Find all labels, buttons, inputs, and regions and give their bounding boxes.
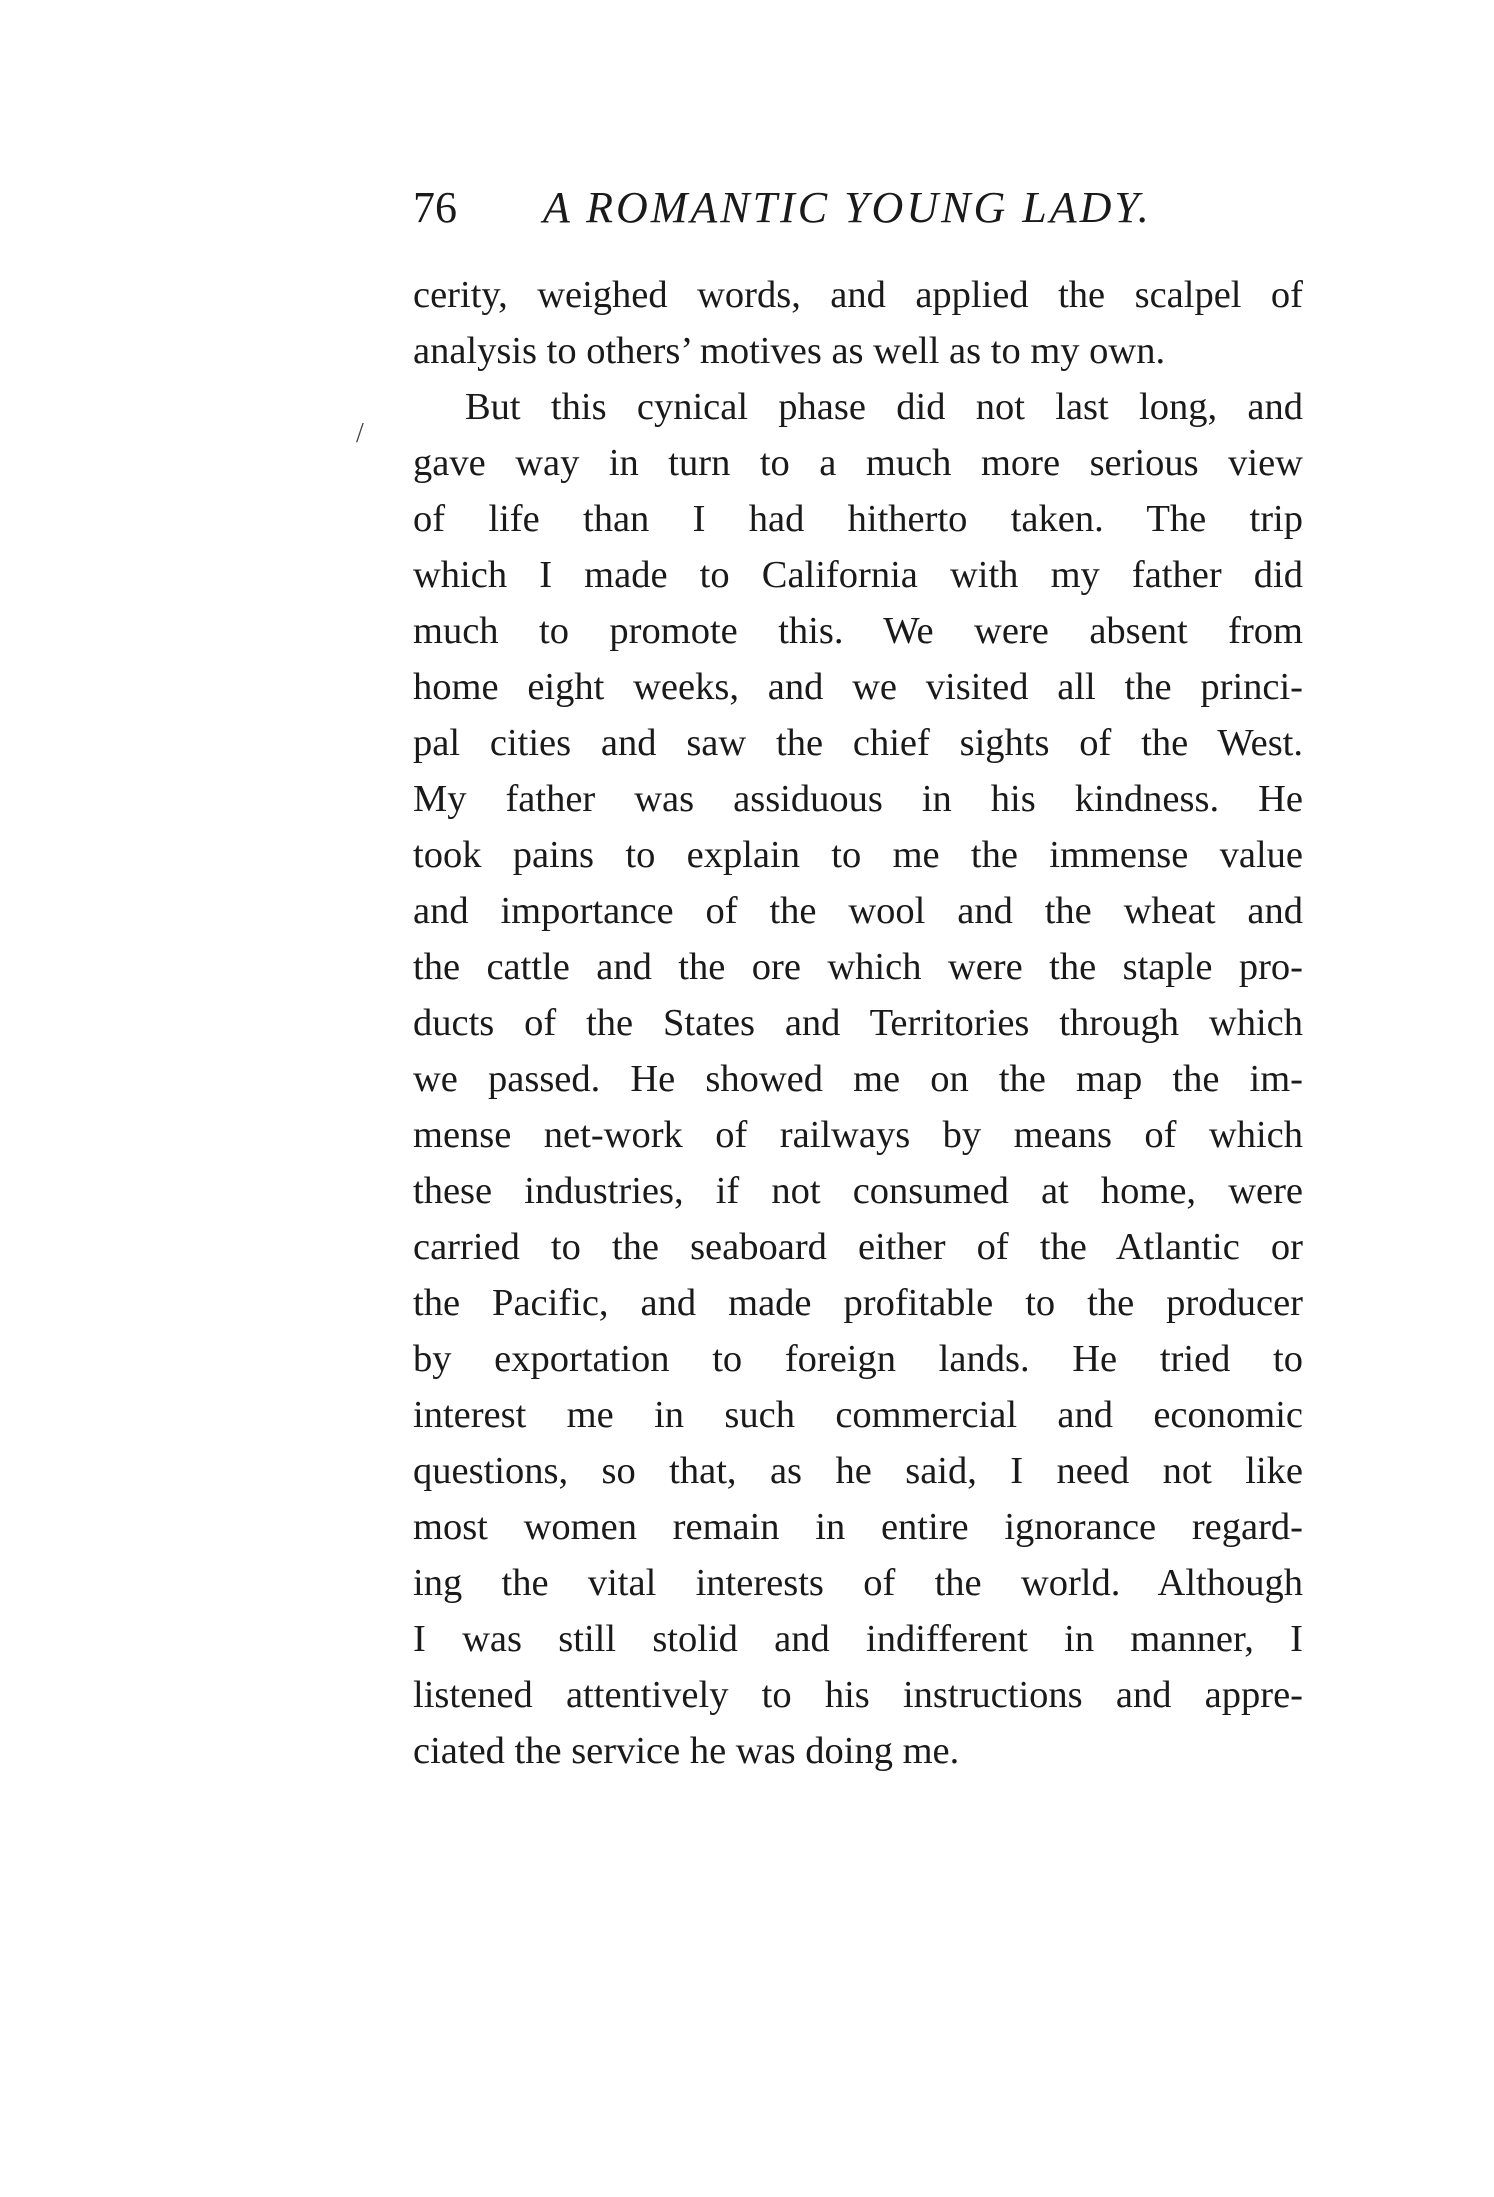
text-line: by exportation to foreign lands. He tried to [413,1338,1303,1380]
margin-slash-mark: / [356,418,364,449]
text-line: My father was assiduous in his kindness. He [413,778,1303,820]
text-line: home eight weeks, and we visited all the princi- [413,666,1303,708]
text-line: cerity, weighed words, and applied the scalpel of [413,274,1303,316]
text-line: we passed. He showed me on the map the im- [413,1058,1303,1100]
running-header [413,178,1313,238]
text-line: ing the vital interests of the world. Although [413,1562,1303,1604]
text-line: interest me in such commercial and economic [413,1394,1303,1436]
text-line: mense net-work of railways by means of which [413,1114,1303,1156]
text-line: the cattle and the ore which were the staple pro- [413,946,1303,988]
running-title: A ROMANTIC YOUNG LADY. [543,183,1152,232]
paragraph-first-line: But this cynical phase did not last long, and [465,386,1303,428]
text-line: questions, so that, as he said, I need not like [413,1450,1303,1492]
text-line: ducts of the States and Territories through which [413,1002,1303,1044]
text-line: gave way in turn to a much more serious view [413,442,1303,484]
page-number: 76 [413,183,457,232]
text-line: carried to the seaboard either of the Atlantic or [413,1226,1303,1268]
text-line: took pains to explain to me the immense value [413,834,1303,876]
text-line: much to promote this. We were absent from [413,610,1303,652]
text-line: I was still stolid and indifferent in manner, I [413,1618,1303,1660]
body-text [413,267,1303,1779]
text-line: most women remain in entire ignorance regard- [413,1506,1303,1548]
text-line: listened attentively to his instructions and appre- [413,1674,1303,1716]
text-line: analysis to others’ motives as well as to my own. [413,330,1166,372]
text-line: these industries, if not consumed at home, were [413,1170,1303,1212]
text-line: ciated the service he was doing me. [413,1730,960,1772]
text-line: the Pacific, and made profitable to the producer [413,1282,1303,1324]
text-line: which I made to California with my father did [413,554,1303,596]
text-line: and importance of the wool and the wheat and [413,890,1303,932]
text-line: of life than I had hitherto taken. The trip [413,498,1303,540]
text-line: pal cities and saw the chief sights of the West. [413,722,1303,764]
